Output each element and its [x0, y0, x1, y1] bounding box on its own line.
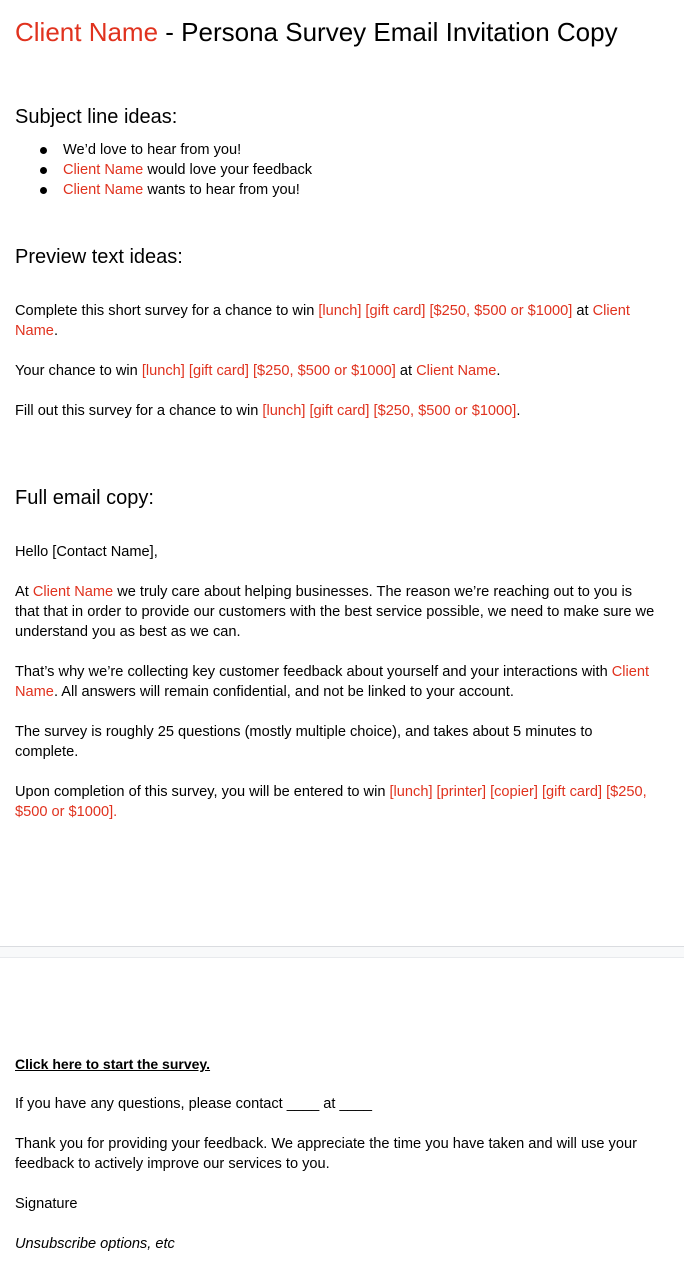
email-paragraph-2: That’s why we’re collecting key customer feedback about yourself and your interactions with Client Name. All answers will remain confidential, and not be linked to your account. [15, 664, 650, 700]
bullet-icon [40, 187, 47, 194]
email-paragraph-4: Upon completion of this survey, you will be entered to win [lunch] [printer] [copier] [gift card] [$250, $500 or $1000]. [15, 784, 647, 820]
survey-link-wrapper [15, 1054, 210, 1074]
preview-text-heading: Preview text ideas: [15, 246, 183, 268]
page-break [0, 946, 684, 958]
signature: Signature [15, 1196, 78, 1212]
subject-line-item: Client Name wants to hear from you! [15, 180, 312, 200]
contact-line: If you have any questions, please contact ____ at ____ [15, 1096, 372, 1112]
thank-you-paragraph: Thank you for providing your feedback. We appreciate the time you have taken and will use your feedback to actively improve our services to you. [15, 1136, 637, 1172]
unsubscribe-note: Unsubscribe options, etc [15, 1236, 175, 1252]
subject-lines-list [15, 140, 312, 200]
subject-line-item: We’d love to hear from you! [15, 140, 312, 160]
start-survey-link[interactable]: Click here to start the survey. [15, 1056, 211, 1072]
email-paragraph-1: At Client Name we truly care about helping businesses. The reason we’re reaching out to you is that that in order to provide our customers with the best service possible, we need to make sure we understand you as best as we can. [15, 584, 655, 640]
document-title [15, 16, 618, 48]
subject-line-item: Client Name would love your feedback [15, 160, 312, 180]
full-email-heading: Full email copy: [15, 487, 154, 509]
title-text: - Persona Survey Email Invitation Copy [158, 17, 618, 47]
title-client-name: Client Name [15, 17, 159, 47]
subject-lines-heading: Subject line ideas: [15, 106, 178, 128]
preview-text-item: Complete this short survey for a chance to win [lunch] [gift card] [$250, $500 or $1000] at Client Name. [15, 303, 630, 339]
preview-text-item: Fill out this survey for a chance to win [lunch] [gift card] [$250, $500 or $1000]. [15, 403, 521, 419]
bullet-icon [40, 167, 47, 174]
email-greeting: Hello [Contact Name], [15, 544, 158, 560]
document-page-2 [0, 958, 684, 1266]
preview-text-item: Your chance to win [lunch] [gift card] [$250, $500 or $1000] at Client Name. [15, 363, 501, 379]
email-paragraph-3: The survey is roughly 25 questions (mostly multiple choice), and takes about 5 minutes to complete. [15, 724, 593, 760]
bullet-icon [40, 147, 47, 154]
